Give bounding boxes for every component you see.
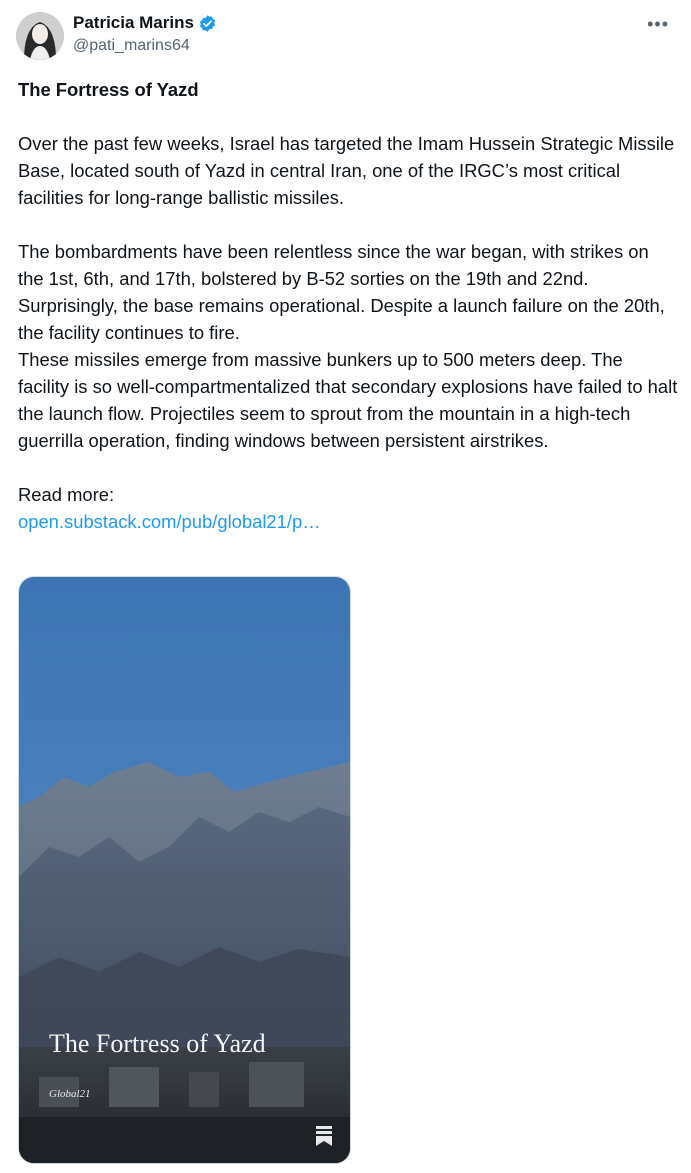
card-image — [19, 577, 350, 1163]
post-body — [18, 76, 678, 535]
read-more-label: Read more: — [18, 484, 115, 505]
avatar-image — [16, 12, 64, 60]
bookmark-icon — [315, 1125, 333, 1147]
avatar[interactable] — [16, 12, 64, 60]
post-paragraph-2: The bombardments have been relentless since the war began, with strikes on the 1st, 6th, and 17th, bolstered by B-52 sorties on the 19th and 22nd. Surprisingly, the base remains operational. Despite a launch failure on the 20th, the facility continues to fire. — [18, 241, 665, 343]
link-preview-card[interactable] — [18, 576, 351, 1164]
post-paragraph-1: Over the past few weeks, Israel has targeted the Imam Hussein Strategic Missile Base, located south of Yazd in central Iran, one of the IRGC’s most critical facilities for long-range ballistic missiles. — [18, 133, 675, 208]
post-paragraph-3: These missiles emerge from massive bunkers up to 500 meters deep. The facility is so well-compartmentalized that secondary explosions have failed to halt the launch flow. Projectiles seem to sprout from the mountain in a high-tech guerrilla operation, finding windows between persistent airstrikes. — [18, 349, 678, 451]
verified-badge-icon — [198, 14, 217, 33]
more-icon[interactable]: ••• — [647, 14, 669, 34]
post-title: The Fortress of Yazd — [18, 79, 199, 100]
card-publication: Global21 — [49, 1088, 91, 1100]
substack-link[interactable]: open.substack.com/pub/global21/p… — [18, 511, 321, 532]
author-name[interactable]: Patricia Marins — [73, 13, 194, 32]
author-row — [73, 13, 217, 33]
card-title: The Fortress of Yazd — [49, 1029, 266, 1058]
author-handle[interactable]: @pati_marins64 — [73, 37, 190, 54]
